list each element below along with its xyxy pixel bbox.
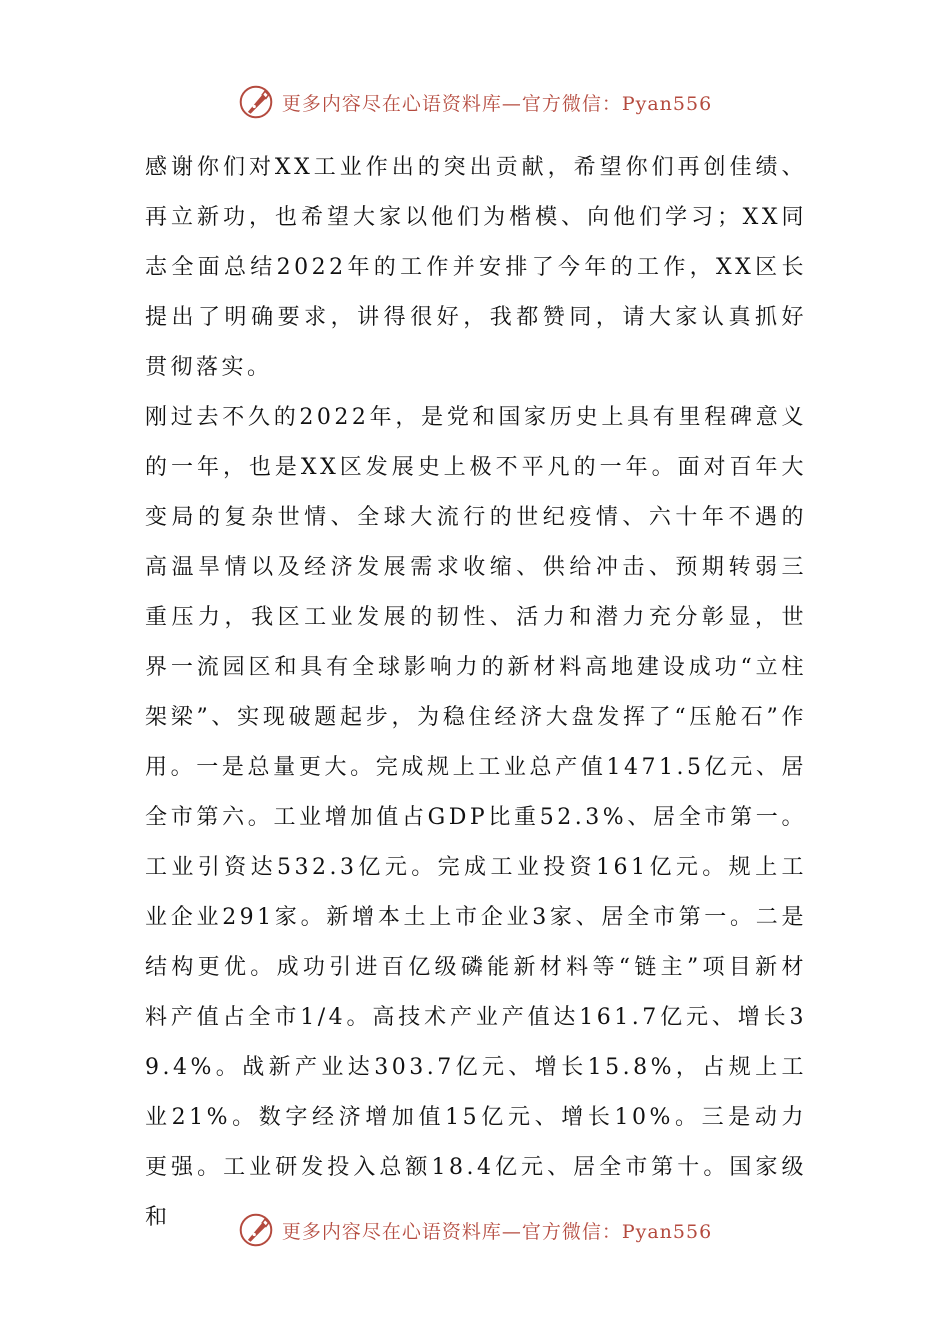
watermark-text: 更多内容尽在心语资料库—官方微信：Pyan556 bbox=[281, 1220, 713, 1243]
footer-watermark bbox=[0, 1212, 950, 1248]
header-watermark bbox=[0, 84, 950, 120]
paragraph-2: 刚过去不久的2022年，是党和国家历史上具有里程碑意义的一年，也是XX区发展史上极不平凡的一年。面对百年大变局的复杂世情、全球大流行的世纪疫情、六十年不遇的高温旱情以及经济发展需求收缩、供给冲击、预期转弱三重压力，我区工业发展的韧性、活力和潜力充分彰显，世界一流园区和具有全球影响力的新材料高地建设成功“立柱架梁”、实现破题起步，为稳住经济大盘发挥了“压舱石”作用。一是总量更大。完成规上工业总产值1471.5亿元、居全市第六。工业增加值占GDP比重52.3%、居全市第一。工业引资达532.3亿元。完成工业投资161亿元。规上工业企业291家。新增本土上市企业3家、居全市第一。二是结构更优。成功引进百亿级磷能新材料等“链主”项目新材料产值占全市1/4。高技术产业产值达161.7亿元、增长39.4%。战新产业达303.7亿元、增长15.8%，占规上工业21%。数字经济增加值15亿元、增长10%。三是动力更强。工业研发投入总额18.4亿元、居全市第十。国家级和 bbox=[145, 405, 807, 1230]
pen-nib-logo-icon bbox=[238, 84, 274, 120]
paragraph-1: 感谢你们对XX工业作出的突出贡献，希望你们再创佳绩、再立新功，也希望大家以他们为楷模、向他们学习；XX同志全面总结2022年的工作并安排了今年的工作，XX区长提出了明确要求，讲得很好，我都赞同，请大家认真抓好贯彻落实。 bbox=[145, 155, 807, 380]
watermark-text: 更多内容尽在心语资料库—官方微信：Pyan556 bbox=[281, 92, 713, 115]
pen-nib-logo-icon bbox=[238, 1212, 274, 1248]
document-body bbox=[145, 143, 807, 1243]
